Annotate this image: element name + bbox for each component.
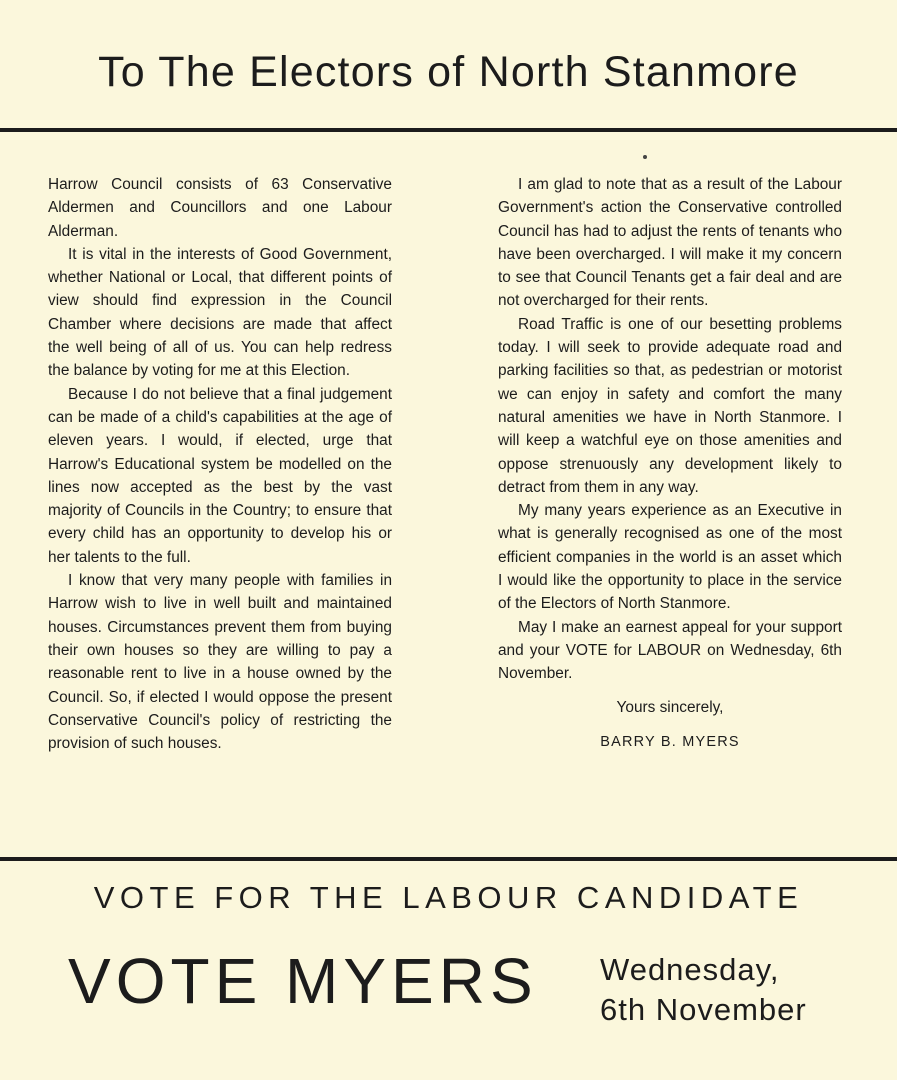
page-title: To The Electors of North Stanmore <box>98 48 799 96</box>
paragraph: Because I do not believe that a final judgement can be made of a child's capabilities at the age of eleven years. I would, if elected, urge that Harrow's Educational system be modelled on the lines now accepted as the best by the vast majority of Councils in the Country; to ensure that every child has an opportunity to develop his or her talents to the full. <box>48 385 392 566</box>
signature: BARRY B. MYERS <box>600 733 740 750</box>
left-column <box>48 173 392 755</box>
date-weekday: Wednesday, <box>600 952 780 987</box>
paragraph: Road Traffic is one of our besetting problems today. I will seek to provide adequate road and parking facilities so that, as pedestrian or motorist we can enjoy in safety and comfort the many natural amenities we have in North Stanmore. I will keep a watchful eye on those amenities and oppose strenuously any development likely to detract from them in any way. <box>498 315 842 496</box>
top-divider <box>0 128 897 132</box>
footer-heading: VOTE FOR THE LABOUR CANDIDATE <box>93 880 804 915</box>
paragraph: I am glad to note that as a result of the Labour Government's action the Conservative controlled Council has had to adjust the rents of tenants who have been overcharged. I will make it my concern to see that Council Tenants get a fair deal and are not overcharged for their rents. <box>498 176 842 310</box>
date-day: 6th November <box>600 992 807 1027</box>
paragraph: I know that very many people with families in Harrow wish to live in well built and maintained houses. Circumstances prevent them from buying their own houses so they are willing to pay a reasonable rent to live in a house owned by the Council. So, if elected I would oppose the present Conservative Council's policy of restricting the provision of such houses. <box>48 572 392 753</box>
paragraph: My many years experience as an Executive in what is generally recognised as one of the most efficient companies in the world is an asset which I would like the opportunity to place in the service of the Electors of North Stanmore. <box>498 502 842 613</box>
ink-speck <box>643 155 647 159</box>
paragraph: It is vital in the interests of Good Government, whether National or Local, that different points of view should find expression in the Council Chamber where decisions are made that affect the well being of all of us. You can help redress the balance by voting for me at this Election. <box>48 245 392 380</box>
election-date <box>600 950 807 1030</box>
right-column <box>498 173 842 754</box>
vote-slogan: VOTE MYERS <box>68 945 538 1017</box>
signoff <box>498 696 842 754</box>
paragraph: Harrow Council consists of 63 Conservative Aldermen and Councillors and one Labour Alderman. <box>48 176 392 240</box>
paragraph: May I make an earnest appeal for your support and your VOTE for LABOUR on Wednesday, 6th November. <box>498 618 842 683</box>
closing: Yours sincerely, <box>616 698 724 716</box>
bottom-divider <box>0 857 897 861</box>
